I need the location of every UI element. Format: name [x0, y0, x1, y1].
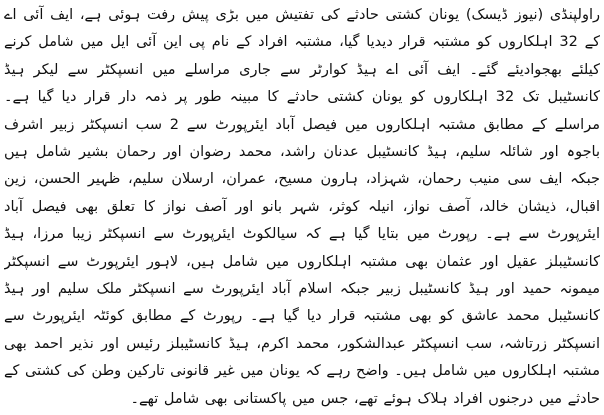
news-article	[4, 2, 600, 413]
article-body: راولپنڈی (نیوز ڈیسک) یونان کشتی حادثے کی تفتیش میں بڑی پیش رفت ہوئی ہے، ایف آئی اے کے 32 اہلکاروں کو مشتبہ قرار دیدیا گیا، مشتبہ افراد کے نام پی این آئی ایل میں شامل کرنے کیلئے بھجوادیئے گئے۔ ایف آئی اے ہیڈ کوارٹر سے جاری مراسلے میں انسپکٹر سے لیکر ہیڈ کانسٹیبل تک 32 اہلکاروں کو یونان کشتی حادثے کا مبینہ طور پر ذمہ دار قرار دیا گیا ہے۔ مراسلے کے مطابق مشتبہ اہلکاروں میں فیصل آباد ایئرپورٹ سے 2 سب انسپکٹر زبیر اشرف باجوہ اور شائلہ سلیم، ہیڈ کانسٹیبل عدنان راشد، محمد رضوان اور رحمان بشیر شامل ہیں جبکہ ایف سی منیب رحمان، شہزاد، ہارون مسیح، عمران، ارسلان سلیم، ظہیر الحسن، زین اقبال، ذیشان خالد، آصف نواز، انیلہ کوثر، شہر بانو اور آصف نواز کا تعلق بھی فیصل آباد ایئرپورٹ سے ہے۔ رپورٹ میں بتایا گیا ہے کہ سیالکوٹ ایئرپورٹ سے انسپکٹر زیبا مرزا، ہیڈ کانسٹیبلز عقیل اور عثمان بھی مشتبہ اہلکاروں میں شامل ہیں، لاہور ایئرپورٹ سے انسپکٹر میمونہ حمید اور ہیڈ کانسٹیبل زبیر جبکہ اسلام آباد ایئرپورٹ سے انسپکٹر ملک سلیم اور ہیڈ کانسٹیبل محمد عاشق کو بھی مشتبہ قرار دیا گیا ہے۔ رپورٹ کے مطابق کوئٹہ ایئرپورٹ سے انسپکٹر زرتاشہ، سب انسپکٹر عبدالشکور، محمد اکرم، ہیڈ کانسٹیبلز رئیس اور نذیر احمد بھی مشتبہ اہلکاروں میں شامل ہیں۔ واضح رہے کہ یونان میں غیر قانونی تارکین وطن کی کشتی کے حادثے میں درجنوں افراد ہلاک ہوئے تھے، جس میں پاکستانی بھی شامل تھے۔	[4, 7, 600, 407]
